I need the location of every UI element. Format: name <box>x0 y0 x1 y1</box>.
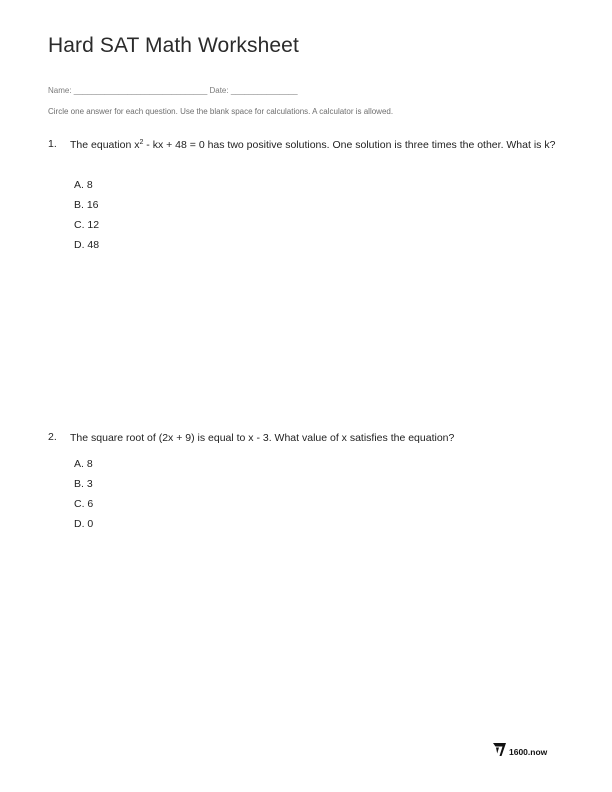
question-text <box>70 138 568 152</box>
question-text: The square root of (2x + 9) is equal to x - 3. What value of x satisfies the equation? <box>70 432 455 444</box>
answer-options <box>74 457 93 537</box>
option-a[interactable]: A. 8 <box>74 458 93 470</box>
question-text-end: - kx + 48 = 0 has two positive solutions. One solution is three times the other. What is k? <box>143 139 556 151</box>
option-d[interactable]: D. 48 <box>74 239 100 251</box>
option-a[interactable]: A. 8 <box>74 179 93 191</box>
question-number: 2. <box>48 431 57 443</box>
exponent: 2 <box>139 139 144 146</box>
instructions: Circle one answer for each question. Use the blank space for calculations. A calculator is allowed. <box>48 107 394 116</box>
1600-logo-icon <box>492 742 507 762</box>
answer-options <box>74 178 99 258</box>
name-date-line: Name: ______________________________ Date: _______________ <box>48 86 298 95</box>
page-title: Hard SAT Math Worksheet <box>48 34 299 57</box>
option-c[interactable]: C. 6 <box>74 498 94 510</box>
option-d[interactable]: D. 0 <box>74 518 94 530</box>
question-number: 1. <box>48 138 57 150</box>
logo-text: 1600.now <box>509 747 548 757</box>
option-b[interactable]: B. 16 <box>74 199 99 211</box>
question-text-start: The equation x <box>70 139 140 151</box>
option-b[interactable]: B. 3 <box>74 478 93 490</box>
brand-logo <box>492 742 547 762</box>
option-c[interactable]: C. 12 <box>74 219 100 231</box>
